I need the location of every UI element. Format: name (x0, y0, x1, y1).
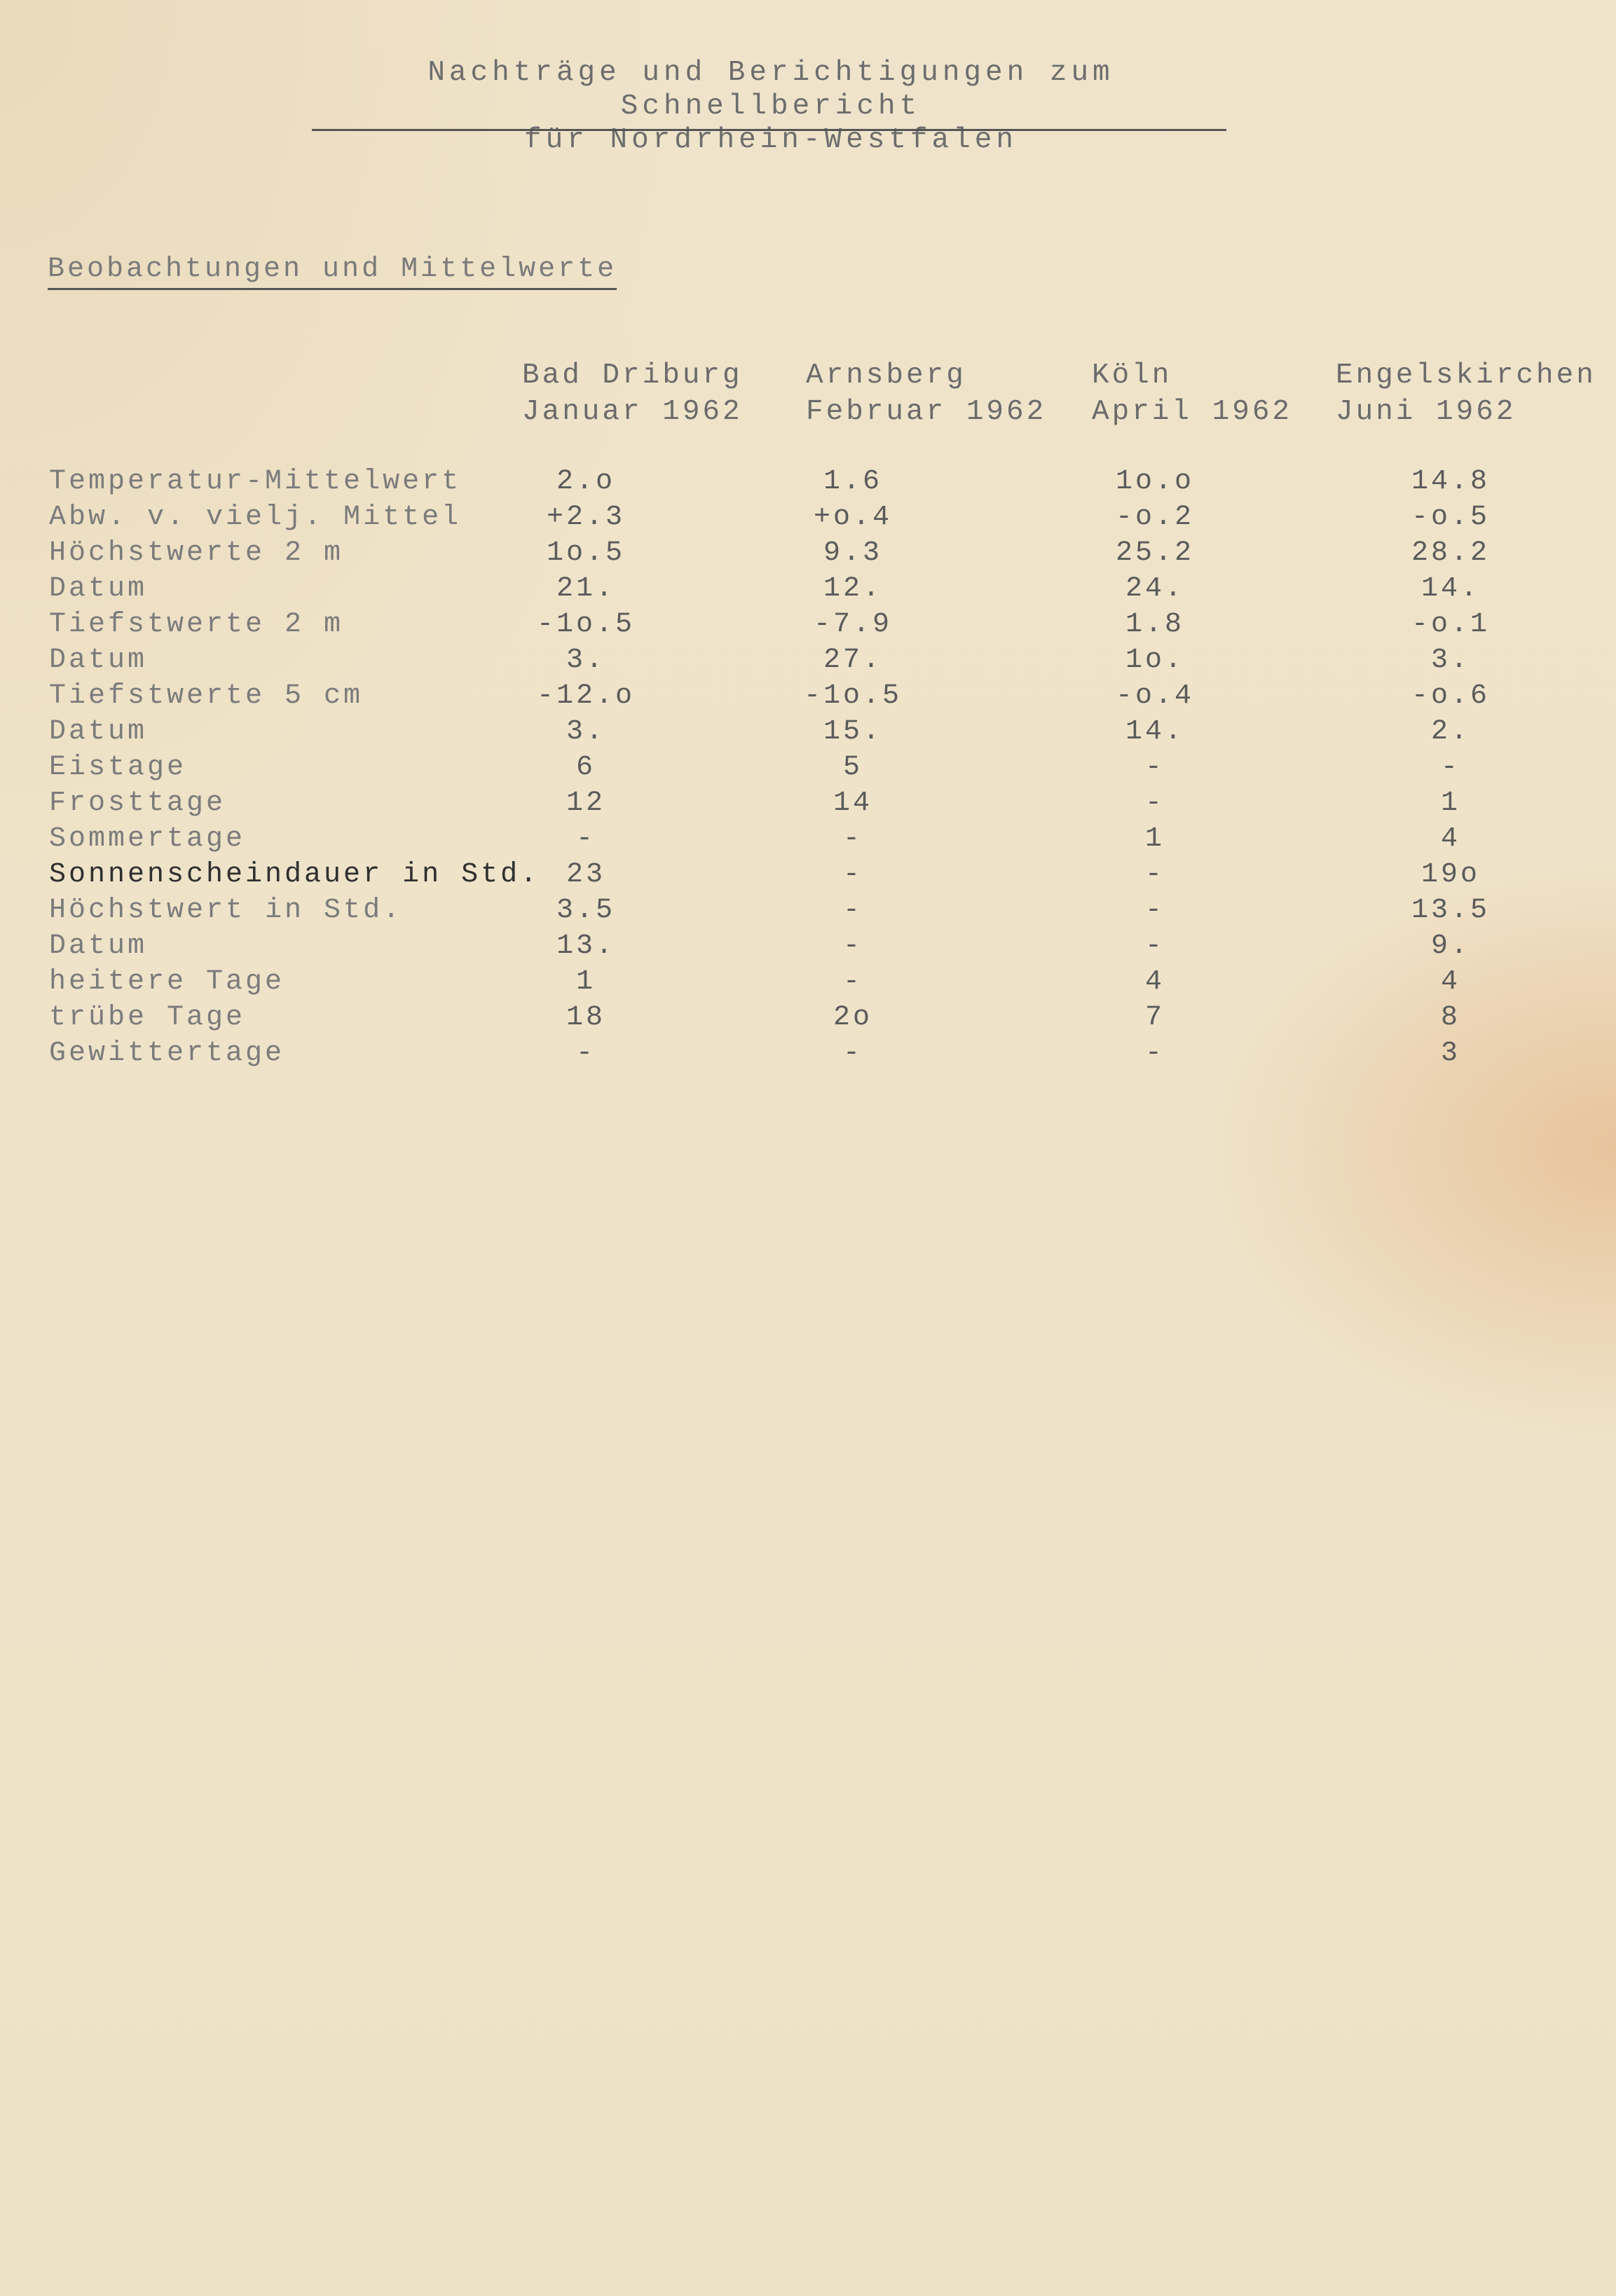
cell-value: - (1144, 1038, 1165, 1069)
column-station: Arnsberg (806, 359, 966, 392)
cell-value: 3. (566, 716, 605, 748)
cell-value: - (842, 966, 863, 998)
cell-value: 6 (575, 752, 596, 783)
cell-value: -12.o (536, 680, 636, 712)
cell-value: 21. (556, 573, 615, 605)
table-row (0, 823, 1616, 859)
cell-value: - (842, 1038, 863, 1069)
column-header-4 (1336, 357, 1596, 430)
cell-value: - (1144, 859, 1165, 891)
cell-value: - (1144, 752, 1165, 783)
cell-value: -o.1 (1411, 609, 1490, 640)
cell-value: 1 (1440, 788, 1460, 819)
column-period: April 1962 (1092, 396, 1293, 428)
cell-value: 1 (575, 966, 596, 998)
column-header-3 (1092, 357, 1292, 430)
row-label: trübe Tage (49, 1002, 246, 1033)
cell-value: +o.4 (813, 502, 892, 533)
cell-value: 1 (1144, 823, 1165, 855)
cell-value: 2.o (556, 466, 615, 497)
cell-value: 1.8 (1125, 609, 1184, 640)
cell-value: 7 (1144, 1002, 1165, 1033)
cell-value: -o.2 (1115, 502, 1194, 533)
cell-value: 3. (566, 645, 605, 676)
cell-value: 1o.o (1115, 466, 1194, 497)
row-label: heitere Tage (49, 966, 285, 998)
table-row (0, 859, 1616, 895)
table-row (0, 1038, 1616, 1073)
cell-value: 3.5 (556, 895, 615, 926)
cell-value: 9.3 (823, 537, 882, 569)
column-period: Januar 1962 (522, 396, 743, 428)
cell-value: 4 (1144, 966, 1165, 998)
table-row (0, 930, 1616, 966)
table-row (0, 645, 1616, 680)
cell-value: 3 (1440, 1038, 1460, 1069)
cell-value: - (1440, 752, 1460, 783)
cell-value: 13.5 (1411, 895, 1490, 926)
title-line-2: für Nordrhein-Westfalen (524, 124, 1018, 156)
row-label: Datum (49, 716, 148, 748)
cell-value: -o.6 (1411, 680, 1490, 712)
cell-value: 5 (842, 752, 863, 783)
row-label: Datum (49, 645, 148, 676)
cell-value: - (1144, 895, 1165, 926)
cell-value: - (842, 823, 863, 855)
cell-value: - (842, 930, 863, 962)
cell-value: -7.9 (813, 609, 892, 640)
cell-value: 14.8 (1411, 466, 1490, 497)
table-row (0, 752, 1616, 788)
table-row (0, 573, 1616, 609)
row-label: Höchstwert in Std. (49, 895, 403, 926)
observations-table (0, 466, 1616, 1073)
title-line-1: Nachträge und Berichtigungen zum Schnellbericht (427, 57, 1114, 123)
column-header-2 (806, 357, 1046, 430)
cell-value: -o.4 (1115, 680, 1194, 712)
cell-value: 25.2 (1115, 537, 1194, 569)
row-label: Tiefstwerte 5 cm (49, 680, 364, 712)
table-row (0, 466, 1616, 502)
cell-value: 4 (1440, 966, 1460, 998)
column-station: Köln (1092, 359, 1172, 392)
cell-value: 2o (833, 1002, 872, 1033)
row-label: Höchstwerte 2 m (49, 537, 344, 569)
cell-value: 3. (1430, 645, 1470, 676)
row-label: Frosttage (49, 788, 226, 819)
column-station: Engelskirchen (1336, 359, 1596, 392)
cell-value: 14 (833, 788, 872, 819)
column-period: Juni 1962 (1336, 396, 1516, 428)
document-title (308, 56, 1233, 157)
row-label: Eistage (49, 752, 187, 783)
table-row (0, 502, 1616, 537)
row-label: Temperatur-Mittelwert (49, 466, 462, 497)
cell-value: 1o.5 (546, 537, 625, 569)
cell-value: - (575, 823, 596, 855)
column-station: Bad Driburg (522, 359, 743, 392)
cell-value: - (575, 1038, 596, 1069)
cell-value: - (842, 895, 863, 926)
cell-value: 1.6 (823, 466, 882, 497)
cell-value: 2. (1430, 716, 1470, 748)
row-label: Abw. v. vielj. Mittel (49, 502, 462, 533)
cell-value: 23 (566, 859, 605, 891)
cell-value: - (1144, 788, 1165, 819)
cell-value: 19o (1420, 859, 1480, 891)
cell-value: +2.3 (546, 502, 625, 533)
cell-value: - (842, 859, 863, 891)
cell-value: 18 (566, 1002, 605, 1033)
cell-value: 13. (556, 930, 615, 962)
cell-value: 12. (823, 573, 882, 605)
cell-value: 28.2 (1411, 537, 1490, 569)
table-row (0, 537, 1616, 573)
table-row (0, 788, 1616, 823)
cell-value: 14. (1125, 716, 1184, 748)
cell-value: 27. (823, 645, 882, 676)
table-row (0, 609, 1616, 645)
cell-value: -1o.5 (536, 609, 636, 640)
row-label: Datum (49, 573, 148, 605)
cell-value: 15. (823, 716, 882, 748)
row-label: Sommertage (49, 823, 246, 855)
row-label: Gewittertage (49, 1038, 285, 1069)
cell-value: 4 (1440, 823, 1460, 855)
table-row (0, 1002, 1616, 1038)
section-heading: Beobachtungen und Mittelwerte (48, 254, 617, 290)
cell-value: 1o. (1125, 645, 1184, 676)
row-label: Tiefstwerte 2 m (49, 609, 344, 640)
cell-value: 9. (1430, 930, 1470, 962)
cell-value: - (1144, 930, 1165, 962)
column-header-1 (522, 357, 743, 430)
table-row (0, 680, 1616, 716)
column-period: Februar 1962 (806, 396, 1047, 428)
table-row (0, 895, 1616, 930)
table-row (0, 966, 1616, 1002)
table-row (0, 716, 1616, 752)
row-label: Datum (49, 930, 148, 962)
cell-value: 12 (566, 788, 605, 819)
cell-value: -o.5 (1411, 502, 1490, 533)
row-label: Sonnenscheindauer in Std. (49, 859, 540, 891)
cell-value: 8 (1440, 1002, 1460, 1033)
cell-value: -1o.5 (803, 680, 903, 712)
cell-value: 14. (1420, 573, 1480, 605)
cell-value: 24. (1125, 573, 1184, 605)
title-underline (312, 129, 1226, 131)
